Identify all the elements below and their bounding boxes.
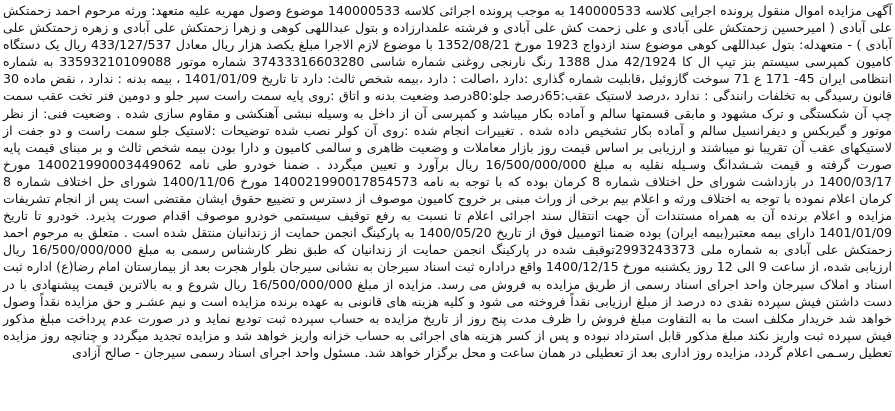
notice-body-text: آگهی مزایده اموال منقول پرونده اجرایی کلاسه 140000533 به موجب پرونده اجرائی کلاسه 140000533 موضوع وصول مهریه علیه متعهد: ورثه مرحوم احمد زحمتکش علی آبادی ( امیرحسین زحمتکش علی آبادی و علی زحمت کش علی آبادی و فرشته علمدارزاده و بتول عبداللهی کوهی و زهرا زحمتکش علی آبادی و زهره زحمتکش علی آبادی ) - متعهدله: بتول عبداللهی کوهی موضوع سند ازدواج 1923 مورخ 1352/08/21 با موضوع لازم الاجرا مبلغ یکصد هزار ریال معادل 433/127/537 ریال یک دستگاه کامیون کمپرسی سیستم بنز تیپ ال کا 42/1924 مدل 1388 رنگ نارنجی روغنی شماره شاسی 37433316603280 شماره موتور 33593210109088 به شماره انتظامی ایران 45- 171 ع 71 سوخت گازوئیل ،قابلیت شماره گذاری :دارد ،اصالت : دارد ،بیمه شخص ثالث: دارد تا تاریخ 1401/01/09 ، بیمه بدنه : ندارد ، نقض ماده 30 قانون رسیدگی به تخلفات رانندگی : ندارد ،درصد لاستیک عقب:65درصد جلو:80درصد وضعیت بدنه و اتاق :روی پایه سمت راست سپر جلو و دومین فنر تخت عقب سمت چپ آن شکستگی و ترک مشهود و مابقی قسمتها سالم و آماده بکار میباشد و کمپرسی آن از داخل به وسیله نبشی آهنکشی و مقاوم سازی شده . وضعیت فنی: از نظر موتور و گیربکس و دیفرانسیل سالم و آماده بکار تشخیص داده شده . تغییرات انجام شده :روی آن کولر نصب شده توضیحات :لاستیک جلو سمت راست و دو جفت از لاستیکهای عقب آن تقریبا نو میباشند و ارزیابی بر اساس قیمت روز بازار معاملات و وضعیت ظاهری و سالمی کامیون و دارا بودن بیمه شخص ثالث و بر مبنای قیمت پایه صورت گرفته و قیمت شـشدانگ وسـیله نقلیه به مبلغ 16/500/000/000 ریال برآورد و تعیین میگردد . ضمنا خودرو طی نامه 140021990003449062 مورخ 1400/03/17 در بازداشت شورای حل اختلاف شماره 8 کرمان بوده که با توجه به نامه 140021990017854573 مورخ 1400/11/06 شورای حل اختلاف شماره 8 کرمان اعلام نموده با توجه به اختلاف ورثه و اعلام بیم برخی از وراث مبنی بر خروج کامیون موصوف از دسترس و تضییع حقوق ایشان مقتضی است پس از انجام تشریفات مزایده و اعلام برنده آن به همراه مستندات آن جهت انتقال سند اجرائی اعلام تا نسبت به رفع توقیف سیستمی خودرو موصوف اقدام صورت پذیرد. خودرو تا تاریخ 1401/01/09 دارای بیمه معتبر(بیمه ایران) بوده ضمنا اتومبیل فوق از تاریخ 1400/05/20 به پارکینگ انجمن حمایت از زندانیان منتقل شده است . متعلق به مرحوم احمد زحمتکش علی آبادی به شماره ملی 2993243373توقیف شده در پارکینگ انجمن حمایت از زندانیان که طبق نظر کارشناس رسمی به مبلغ 16/500/000/000 ریال ارزیابی شده، از ساعت 9 الی 12 روز یکشنبه مورخ 1400/12/15 واقع دراداره ثبت اسناد سیرجان به نشانی سیرجان بلوار هجرت بعد از بیمارستان امام رضا(ع) اداره ثبت اسناد و املاک سیرجان واحد اجرای اسناد رسمی از طریق مزایده به فروش می رسد. مزایده از مبلغ 16/500/000/000 ریال شروع و به بالاترین قیمت پیشنهادی با در دست داشتن فیش سپرده نقدی ده درصد از مبلغ ارزیابی نقداً فروخته می شود و کلیه هزینه های قانونی به عهده برنده مزایده است و نیم عشـر و حق مزایده نقداً وصول خواهد شد خریدار مکلف است ما به التفاوت مبلغ فروش را ظرف مدت پنج روز از تاریخ مزایده به حساب سپرده ثبت تودیع نماید و در صورت عدم پرداخت مبلغ مذکور فیش سپرده ثبت واریز نکند مبلغ مذکور قابل استرداد نبوده و پس از کسر هزینه های اجرائی به حساب خزانه واریز خواهد شد و مزایده تجدید میگردد و چنانچه روز مزایده تعطیل رسـمی اعلام گردد، مزایده روز اداری بعد از تعطیلی در همان ساعت و محل برگزار خواهد شد. مسئول واحد اجرای اسناد رسمی سیرجان - صالح آزادی (3, 3, 893, 360)
